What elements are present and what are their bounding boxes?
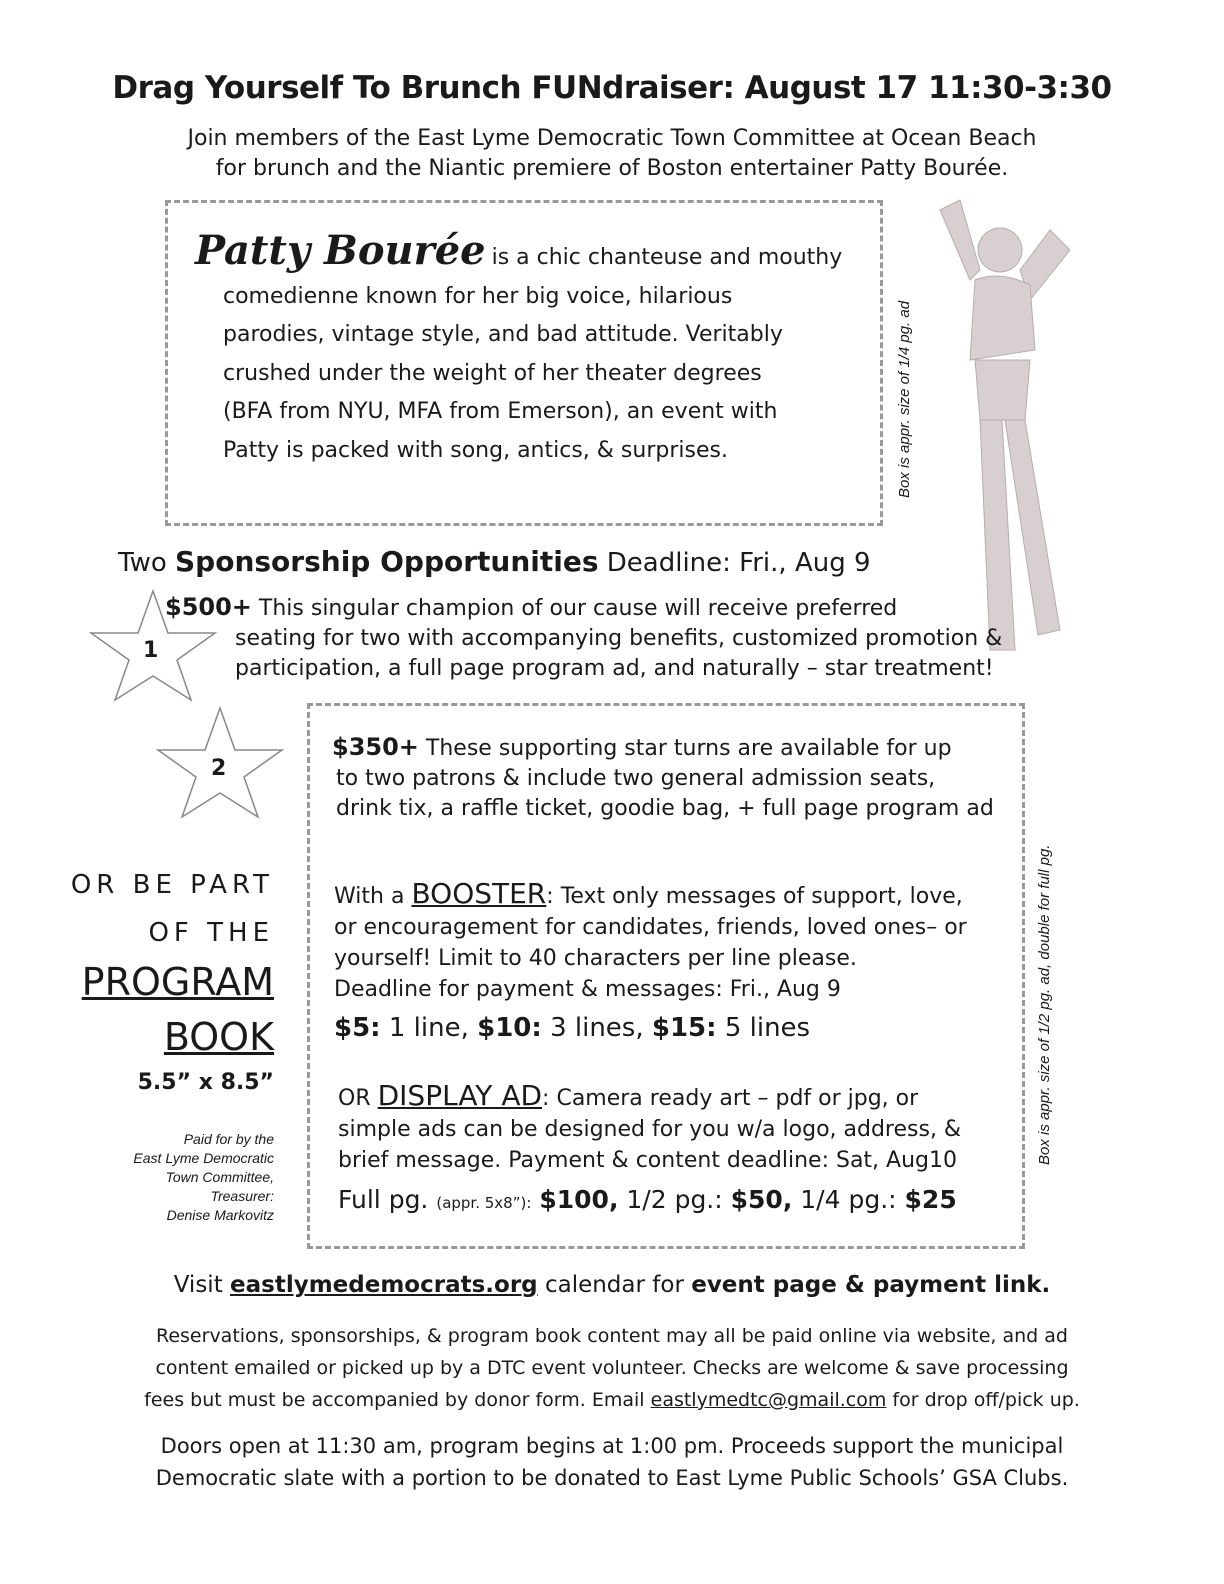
text: :	[546, 884, 554, 909]
text: Sponsorship Opportunities	[175, 545, 599, 578]
tier-500	[165, 592, 1002, 684]
text: Camera ready art – pdf or jpg, or	[556, 1086, 919, 1111]
doors-text	[0, 1430, 1224, 1494]
subtitle	[0, 124, 1224, 184]
program-book-text: OF THE	[148, 918, 274, 948]
text: Reservations, sponsorships, & program book content may all be paid online via website, and ad	[156, 1325, 1068, 1347]
text: With a	[334, 884, 405, 909]
text: brief message. Payment & content deadline: Sat, Aug10	[338, 1148, 957, 1173]
text: 1/2 pg.:	[626, 1185, 723, 1214]
text: yourself! Limit to 40 characters per line please.	[334, 946, 857, 971]
text: or encouragement for candidates, friends, loved ones– or	[334, 915, 967, 940]
text: :	[542, 1086, 550, 1111]
text: (appr. 5x8”):	[436, 1194, 532, 1212]
text: content emailed or picked up by a DTC event volunteer. Checks are welcome & save processing	[155, 1357, 1069, 1379]
text: Doors open at 11:30 am, program begins at 1:00 pm. Proceeds support the municipal	[160, 1434, 1064, 1458]
price: $100,	[539, 1185, 619, 1214]
text: Deadline: Fri., Aug 9	[606, 548, 871, 578]
price: $15:	[651, 1013, 717, 1043]
price: $25	[904, 1185, 957, 1214]
bio-text: Patty is packed with song, antics, & surprises.	[223, 437, 728, 463]
text: fees but must be accompanied by donor form. Email	[144, 1389, 645, 1411]
bio-text: parodies, vintage style, and bad attitude. Veritably	[223, 322, 783, 347]
text: Town Committee,	[165, 1169, 274, 1185]
text: event page & payment link.	[691, 1272, 1051, 1298]
program-book-heading: BOOK	[163, 1015, 274, 1059]
text: for drop off/pick up.	[892, 1389, 1080, 1411]
booster-prices	[334, 1013, 967, 1044]
text: These supporting star turns are available for up	[425, 736, 952, 761]
star-number: 1	[143, 638, 159, 663]
sponsorship-heading	[118, 545, 871, 578]
subtitle-line: Join members of the East Lyme Democratic Town Committee at Ocean Beach	[187, 126, 1037, 151]
box-size-note: Box is appr. size of 1/4 pg. ad	[896, 300, 913, 498]
display-ad-section	[338, 1080, 961, 1219]
tier-350	[332, 732, 994, 824]
text: 5 lines	[724, 1013, 811, 1043]
page-title: Drag Yourself To Brunch FUNdraiser: August 17 11:30-3:30	[112, 70, 1112, 106]
booster-section	[334, 878, 967, 1044]
box-size-note: Box is appr. size of 1/2 pg. ad, double for full pg.	[1036, 844, 1053, 1165]
text: This singular champion of our cause will receive preferred	[258, 596, 898, 621]
text: seating for two with accompanying benefits, customized promotion &	[235, 626, 1003, 651]
text: calendar for	[544, 1272, 684, 1298]
price: $5:	[334, 1013, 381, 1043]
subtitle-line: for brunch and the Niantic premiere of Boston entertainer Patty Bourée.	[215, 156, 1009, 181]
price: $500+	[165, 593, 252, 621]
text: Text only messages of support, love,	[560, 884, 963, 909]
reservations-text	[0, 1320, 1224, 1416]
text: to two patrons & include two general admission seats,	[336, 766, 936, 791]
performer-name: Patty Bourée	[195, 227, 486, 274]
text: Treasurer:	[210, 1188, 274, 1204]
program-book-heading: PROGRAM	[81, 960, 274, 1004]
text: Visit	[173, 1272, 223, 1298]
bio-text: comedienne known for her big voice, hilarious	[223, 283, 733, 309]
star-number: 2	[211, 756, 227, 781]
text: Paid for by the	[183, 1131, 274, 1147]
text: participation, a full page program ad, and naturally – star treatment!	[235, 656, 994, 681]
bio-text: crushed under the weight of her theater degrees	[223, 360, 762, 386]
display-ad-prices	[338, 1184, 961, 1219]
price: $10:	[477, 1013, 542, 1043]
price: $350+	[332, 733, 419, 761]
program-book-size: 5.5” x 8.5”	[137, 1070, 274, 1095]
text: drink tix, a raffle ticket, goodie bag, + full page program ad	[336, 796, 994, 821]
visit-line	[0, 1272, 1224, 1298]
paid-for-disclaimer	[133, 1130, 274, 1225]
display-ad-heading: DISPLAY AD	[377, 1079, 543, 1112]
text: 1 line,	[388, 1013, 469, 1043]
text: Democratic slate with a portion to be donated to East Lyme Public Schools’ GSA Clubs.	[155, 1466, 1069, 1490]
bio-text: (BFA from NYU, MFA from Emerson), an event with	[223, 399, 778, 424]
text: OR	[338, 1086, 371, 1111]
text: Deadline for payment & messages: Fri., Aug 9	[334, 977, 841, 1002]
website-link[interactable]: eastlymedemocrats.org	[230, 1272, 538, 1298]
text: Full pg.	[338, 1185, 429, 1214]
program-book-text: OR BE PART	[70, 870, 274, 900]
text: East Lyme Democratic	[133, 1150, 274, 1166]
bio-text: is a chic chanteuse and mouthy	[491, 245, 843, 270]
text: simple ads can be designed for you w/a logo, address, &	[338, 1117, 962, 1142]
text: Denise Markovitz	[166, 1207, 274, 1223]
text: 3 lines,	[550, 1013, 644, 1043]
text: Two	[118, 548, 167, 578]
text: 1/4 pg.:	[800, 1185, 897, 1214]
performer-bio	[195, 227, 865, 470]
email-link[interactable]: eastlymedtc@gmail.com	[650, 1389, 887, 1411]
price: $50,	[730, 1185, 793, 1214]
booster-heading: BOOSTER	[411, 877, 547, 910]
